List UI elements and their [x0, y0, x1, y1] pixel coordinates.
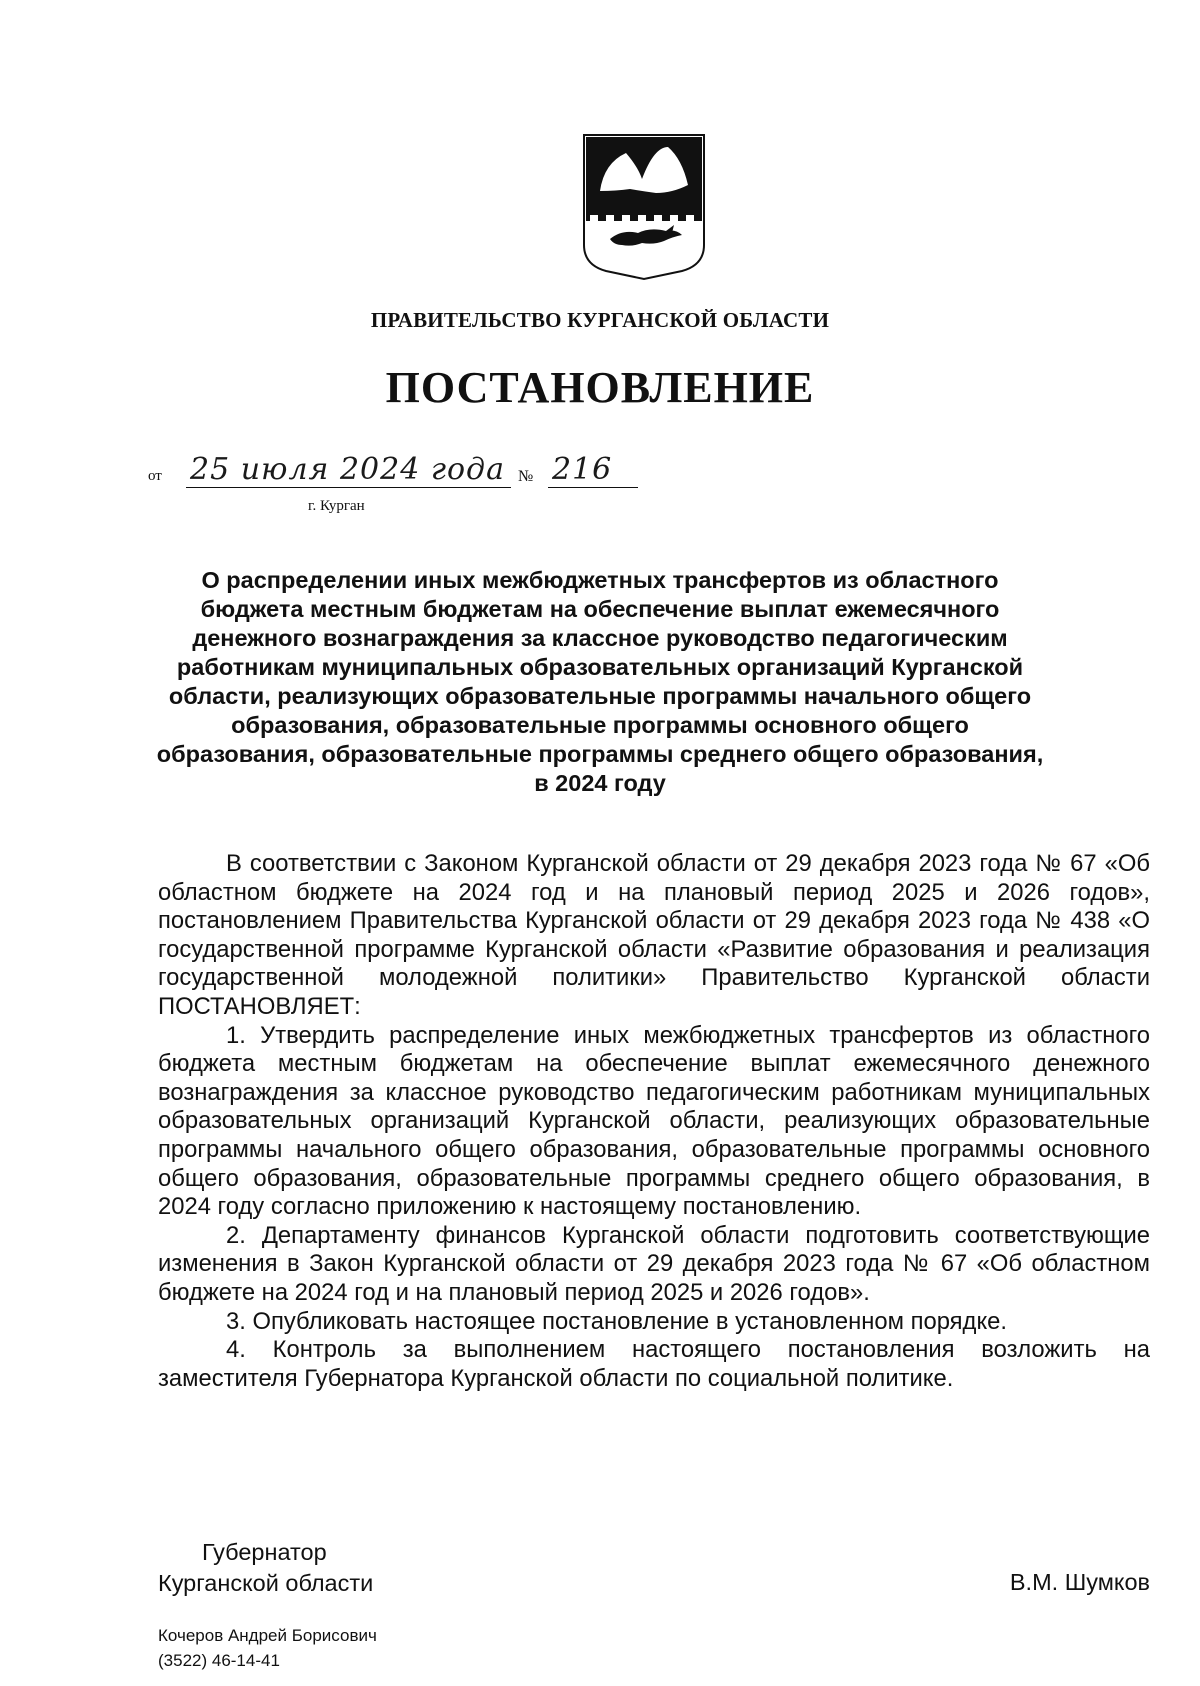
resolution-item-3: 3. Опубликовать настоящее постановление в установленном порядке. — [226, 1307, 1007, 1335]
signatory-name: В.М. Шумков — [1009, 1569, 1150, 1595]
executor-name: Кочеров Андрей Борисович — [158, 1626, 377, 1645]
document-type-heading: ПОСТАНОВЛЕНИЕ — [385, 363, 815, 412]
signatory-title-line1: Губернатор — [202, 1539, 327, 1565]
resolution-item-4: 4. Контроль за выполнением настоящего постановления возложить на заместителя Губернатора Курганской области по социальной политике. — [158, 1336, 1150, 1392]
number-sign: № — [518, 468, 534, 485]
date-number-line — [148, 450, 648, 514]
kurgan-coat-of-arms-icon — [582, 133, 706, 281]
signatory-title — [158, 1537, 373, 1599]
resolution-item-2: 2. Департаменту финансов Курганской области подготовить соответствующие изменения в Закон Курганской области от 29 декабря 2023 года № 67 «Об областном бюджете на 2024 год и на плановый период 2025 и 2026 годов». — [158, 1221, 1150, 1306]
organization-title: ПРАВИТЕЛЬСТВО КУРГАНСКОЙ ОБЛАСТИ — [370, 308, 830, 332]
executor-phone: (3522) 46-14-41 — [158, 1651, 280, 1670]
handwritten-date: 25 июля 2024 года — [186, 452, 511, 488]
document-subject: О распределении иных межбюджетных трансфертов из областного бюджета местным бюджетам на обеспечение выплат ежемесячного денежного вознаграждения за классное руководство педагогическим работникам муниципальных образовательных организаций Курганской области, реализующих образовательные программы начального общего образования, образовательные программы основного общего образования, образовательные программы среднего общего образования, в 2024 году — [156, 567, 1044, 796]
preamble-paragraph: В соответствии с Законом Курганской области от 29 декабря 2023 года № 67 «Об областном бюджете на 2024 год и на плановый период 2025 и 2026 годов», постановлением Правительства Курганской области от 29 декабря 2023 года № 438 «О государственной программе Курганской области «Развитие образования и реализация государственной молодежной политики» Правительство Курганской области ПОСТАНОВЛЯЕТ: — [158, 850, 1150, 1020]
resolution-item-1: 1. Утвердить распределение иных межбюджетных трансфертов из областного бюджета местным бюджетам на обеспечение выплат ежемесячного денежного вознаграждения за классное руководство педагогическим работникам муниципальных образовательных организаций Курганской области, реализующих образовательные программы начального общего образования, образовательные программы основного общего образования, образовательные программы среднего общего образования, в 2024 году согласно приложению к настоящему постановлению. — [158, 1021, 1150, 1221]
signatory-title-line2: Курганской области — [158, 1570, 374, 1596]
executor-block — [158, 1623, 377, 1673]
city-label: г. Курган — [308, 498, 365, 514]
document-body — [158, 850, 1150, 1393]
handwritten-document-number: 216 — [548, 452, 638, 488]
date-prefix: от — [148, 468, 162, 484]
